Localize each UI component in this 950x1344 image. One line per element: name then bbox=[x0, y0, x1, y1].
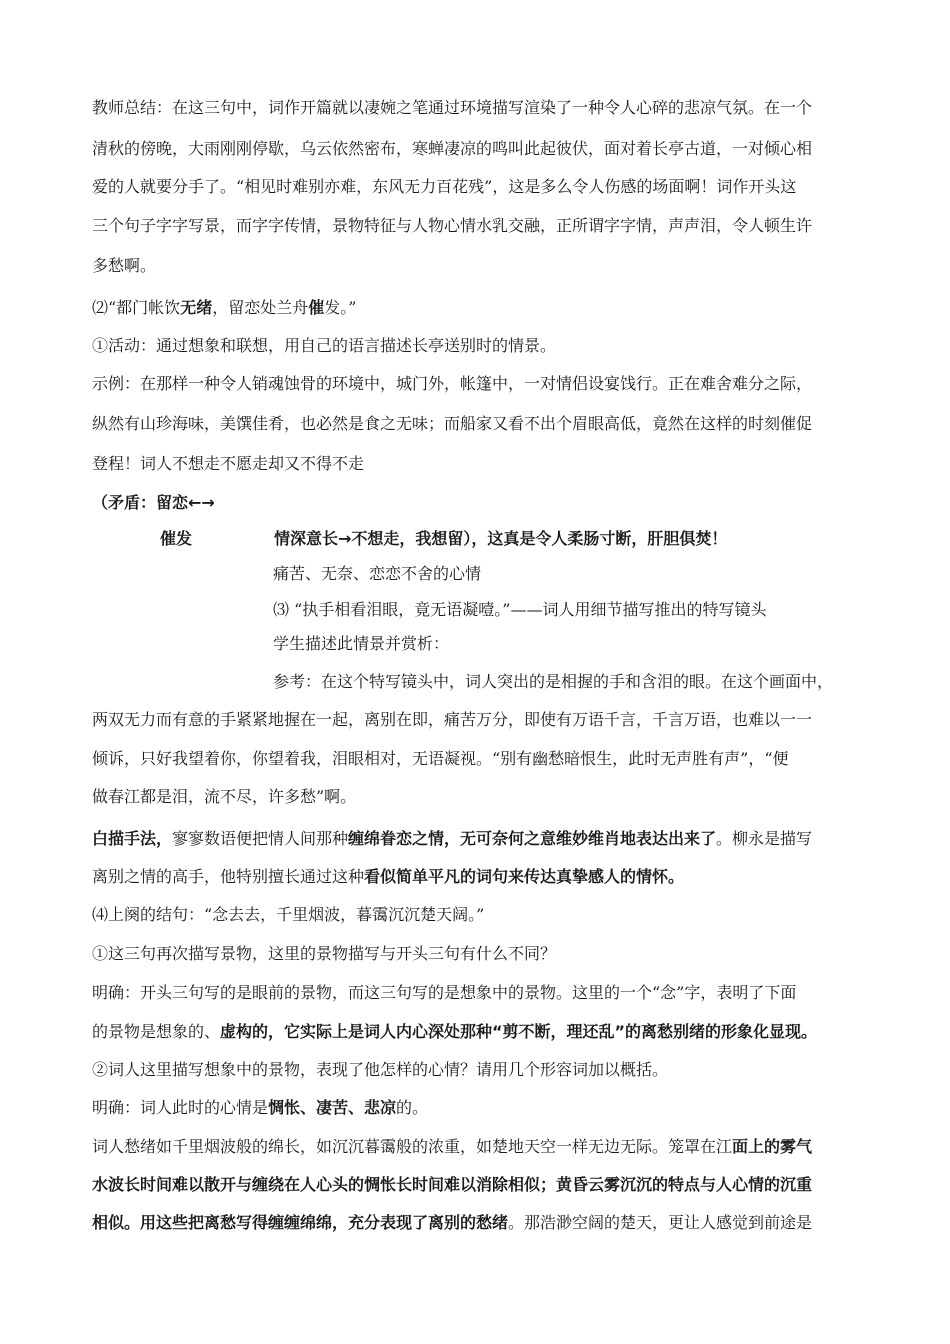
text-line bbox=[92, 336, 556, 356]
text-segment: 做春江都是泪，流不尽，许多愁”啊。 bbox=[92, 787, 357, 806]
bold-text: 无绪 bbox=[180, 298, 213, 317]
text-line bbox=[273, 564, 481, 584]
bold-text: 白描手法， bbox=[92, 829, 173, 848]
text-line bbox=[92, 98, 812, 118]
text-line bbox=[92, 1022, 817, 1042]
bold-text: 缠绵眷恋之情，无可奈何之意维妙维肖地表达出来了 bbox=[348, 829, 717, 848]
text-segment: 倾诉，只好我望着你，你望着我，泪眼相对，无语凝视。“别有幽愁暗恨生，此时无声胜有声”，“便 bbox=[92, 749, 789, 768]
text-line bbox=[92, 454, 364, 474]
text-line bbox=[92, 374, 812, 394]
text-line bbox=[92, 493, 215, 513]
text-segment: 示例：在那样一种令人销魂蚀骨的环境中，城门外，帐篷中，一对情侣设宴饯行。正在难舍难分之际， bbox=[92, 374, 813, 393]
text-segment: 学生描述此情景并赏析： bbox=[273, 634, 450, 653]
text-line bbox=[160, 529, 727, 549]
text-segment: 多愁啊。 bbox=[92, 256, 157, 275]
text-line bbox=[92, 139, 812, 159]
text-segment: 的景物是想象的、 bbox=[92, 1022, 221, 1041]
text-segment: 明确：词人此时的心情是 bbox=[92, 1098, 269, 1117]
text-segment: ⑵“都门帐饮 bbox=[92, 298, 181, 317]
text-segment: 清秋的傍晚，大雨刚刚停歇，乌云依然密布，寒蝉凄凉的鸣叫此起彼伏，面对着长亭古道，一对倾心相 bbox=[92, 139, 813, 158]
text-line bbox=[92, 1175, 812, 1195]
text-line bbox=[273, 634, 449, 654]
bold-text: 看似简单平凡的词句来传达真挚感人的情怀。 bbox=[364, 867, 685, 886]
text-segment: ⑷上阕的结句：“念去去，千里烟波，暮霭沉沉楚天阔。” bbox=[92, 905, 485, 924]
text-segment: ②词人这里描写想象中的景物，表现了他怎样的心情？请用几个形容词加以概括。 bbox=[92, 1060, 669, 1079]
text-line bbox=[92, 1137, 812, 1157]
text-segment: 寥寥数语便把情人间那种 bbox=[172, 829, 349, 848]
bold-text: 催 bbox=[308, 298, 325, 317]
text-segment: 登程！词人不想走不愿走却又不得不走 bbox=[92, 454, 365, 473]
text-segment: ，留恋处兰舟 bbox=[212, 298, 309, 317]
text-line bbox=[92, 256, 156, 276]
text-segment: 。柳永是描写 bbox=[716, 829, 813, 848]
bold-text: 虚构的，它实际上是词人内心深处那种“剪不断，理还乱”的离愁别绪的形象化显现。 bbox=[220, 1022, 818, 1041]
text-line bbox=[92, 944, 556, 964]
bold-text: 催发 bbox=[160, 529, 193, 548]
text-segment: 爱的人就要分手了。“相见时难别亦难，东风无力百花残”，这是多么令人伤感的场面啊！词作开头这 bbox=[92, 177, 797, 196]
text-segment: 参考：在这个特写镜头中，词人突出的是相握的手和含泪的眼。在这个画面中， bbox=[273, 672, 834, 691]
text-line bbox=[92, 298, 356, 318]
text-segment: 离别之情的高手，他特别擅长通过这种 bbox=[92, 867, 365, 886]
text-line bbox=[92, 905, 484, 925]
text-line bbox=[92, 1060, 668, 1080]
text-line bbox=[92, 749, 789, 769]
text-line bbox=[92, 867, 684, 887]
bold-text: 惆怅、凄苦、悲凉 bbox=[268, 1098, 397, 1117]
text-line bbox=[273, 672, 833, 692]
text-segment: 明确：开头三句写的是眼前的景物，而这三句写的是想象中的景物。这里的一个“念”字，表明了下面 bbox=[92, 983, 797, 1002]
text-line bbox=[92, 414, 812, 434]
bold-text: （矛盾：留恋←→ bbox=[92, 493, 215, 512]
bold-text: 情深意长→不想走，我想留），这真是令人柔肠寸断，肝胆俱焚！ bbox=[274, 529, 728, 548]
bold-text: 相似。用这些把离愁写得缠缠绵绵，充分表现了离别的愁绪 bbox=[92, 1213, 509, 1232]
text-line bbox=[92, 710, 812, 730]
text-line bbox=[92, 216, 812, 236]
bold-text: 面上的雾气 bbox=[732, 1137, 813, 1156]
text-line bbox=[92, 829, 812, 849]
text-line bbox=[273, 600, 766, 620]
text-segment: 三个句子字字写景，而字字传情，景物特征与人物心情水乳交融，正所谓字字情，声声泪，令人顿生许 bbox=[92, 216, 813, 235]
text-segment: 的。 bbox=[396, 1098, 429, 1117]
text-line bbox=[92, 983, 796, 1003]
text-segment: 词人愁绪如千里烟波般的绵长，如沉沉暮霭般的浓重，如楚地天空一样无边无际。笼罩在江 bbox=[92, 1137, 733, 1156]
text-segment: 纵然有山珍海味，美馔佳肴，也必然是食之无味；而船家又看不出个眉眼高低，竟然在这样的时刻催促 bbox=[92, 414, 813, 433]
text-segment: 两双无力而有意的手紧紧地握在一起，离别在即，痛苦万分，即使有万语千言，千言万语，也难以一一 bbox=[92, 710, 813, 729]
text-segment: 发。” bbox=[324, 298, 357, 317]
text-line bbox=[92, 1098, 428, 1118]
text-segment: ①活动：通过想象和联想，用自己的语言描述长亭送别时的情景。 bbox=[92, 336, 557, 355]
text-segment: ①这三句再次描写景物，这里的景物描写与开头三句有什么不同？ bbox=[92, 944, 557, 963]
bold-text: 水波长时间难以散开与缠绕在人心头的惆怅长时间难以消除相似；黄昏云雾沉沉的特点与人心情的沉重 bbox=[92, 1175, 813, 1194]
text-segment: 痛苦、无奈、恋恋不舍的心情 bbox=[273, 564, 482, 583]
text-segment: 。那浩渺空阔的楚天，更让人感觉到前途是 bbox=[508, 1213, 813, 1232]
text-line bbox=[92, 1213, 812, 1233]
text-segment: ⑶ “执手相看泪眼，竟无语凝噎。”——词人用细节描写推出的特写镜头 bbox=[273, 600, 767, 619]
text-line bbox=[92, 787, 356, 807]
text-line bbox=[92, 177, 796, 197]
text-segment: 教师总结：在这三句中，词作开篇就以凄婉之笔通过环境描写渲染了一种令人心碎的悲凉气氛。在一个 bbox=[92, 98, 813, 117]
